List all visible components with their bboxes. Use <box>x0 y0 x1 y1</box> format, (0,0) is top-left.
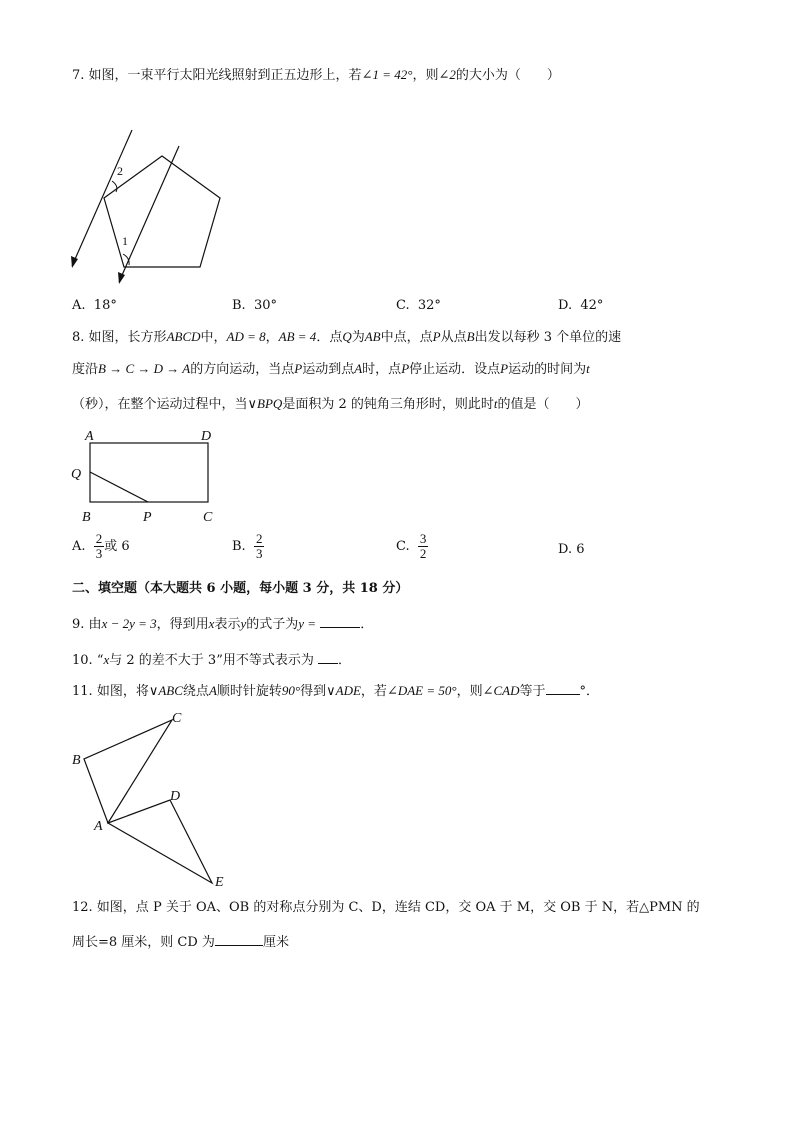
denominator: 3 <box>95 546 103 561</box>
q8-option-a[interactable] <box>72 532 130 561</box>
option-value: 或 6 <box>104 539 130 554</box>
q8-number: 8. <box>72 330 85 345</box>
q10-number: 10. <box>72 653 93 668</box>
text: °． <box>579 684 600 699</box>
math: B → C → D → A <box>98 361 191 376</box>
text: “ <box>96 653 104 668</box>
option-value: 42° <box>580 298 604 313</box>
text: 表示 <box>214 617 241 632</box>
q7-option-c[interactable] <box>396 297 441 315</box>
math: x <box>103 652 110 667</box>
option-letter: A. <box>72 298 86 313</box>
label-b: B <box>82 510 91 525</box>
q12-stem-line1: 12. 如图，点 P 关于 OA、OB 的对称点分别为 C、D，连结 CD，交 OA 于 M，交 OB 于 N，若△PMN 的 <box>72 900 700 915</box>
q10-answer-blank[interactable] <box>318 649 338 664</box>
text: ，则 <box>456 684 483 699</box>
text: 如图，长方形 <box>88 330 167 345</box>
text: 出发以每秒 3 个单位的速 <box>474 330 622 345</box>
q12-answer-blank[interactable] <box>215 931 263 946</box>
q11-stem <box>72 680 599 701</box>
math: AD = 8 <box>226 329 266 344</box>
q7-text: 的大小为（ ） <box>455 68 560 83</box>
q11-rotation-figure <box>68 708 238 893</box>
text: 停止运动．设点 <box>409 362 501 377</box>
q7-target: ∠2 <box>438 67 456 82</box>
q11-number: 11. <box>72 684 93 699</box>
math: t <box>586 361 590 376</box>
q10-stem <box>72 649 351 670</box>
option-letter: A. <box>72 539 86 554</box>
triangle-ade <box>108 800 212 883</box>
math: A <box>208 683 217 698</box>
text: 得到 <box>300 684 327 699</box>
q8-option-b[interactable] <box>232 532 264 561</box>
q12-stem-line2 <box>72 931 289 952</box>
text: 是面积为 2 的钝角三角形时，则此时 <box>282 397 494 412</box>
q8-option-c[interactable] <box>396 532 428 561</box>
text: 绕点 <box>182 684 209 699</box>
fraction <box>254 532 265 561</box>
label-c: C <box>172 711 182 726</box>
text: 运动的时间为 <box>508 362 587 377</box>
math: ∨BPQ <box>247 396 283 411</box>
math: Q <box>342 329 352 344</box>
label-b: B <box>72 753 81 768</box>
segment-qp <box>90 472 148 502</box>
triangle-abc <box>84 720 172 823</box>
angle-label-2: 2 <box>117 164 123 178</box>
math: 90° <box>281 683 301 698</box>
math: AB = 4 <box>278 329 317 344</box>
text: 运动到点 <box>302 362 355 377</box>
label-a: A <box>85 429 94 444</box>
math: B <box>466 329 475 344</box>
text: 等于 <box>519 684 546 699</box>
text: ． <box>360 617 374 632</box>
q9-answer-blank[interactable] <box>320 613 360 628</box>
math: ∠CAD <box>482 683 520 698</box>
q8-stem-line1 <box>72 328 621 347</box>
text: 顺时针旋转 <box>216 684 282 699</box>
text: ． <box>338 653 352 668</box>
q7-option-b[interactable] <box>232 297 277 315</box>
option-value: 32° <box>417 298 441 313</box>
q8-rectangle-figure <box>68 426 238 526</box>
option-value: 30° <box>253 298 277 313</box>
option-value: 6 <box>576 542 585 557</box>
option-value: 18° <box>93 298 117 313</box>
text: 的方向运动，当点 <box>190 362 295 377</box>
q8-stem-line3 <box>72 395 589 414</box>
math: ∠DAE = 50° <box>386 683 457 698</box>
numerator: 2 <box>95 531 103 546</box>
fraction <box>418 532 429 561</box>
option-letter: B. <box>232 539 246 554</box>
math: ∨ADE <box>326 683 361 698</box>
text: ， <box>265 330 279 345</box>
angle-label-1: 1 <box>122 234 128 248</box>
math: AB <box>364 329 381 344</box>
label-e: E <box>215 875 224 890</box>
q7-option-a[interactable] <box>72 297 117 315</box>
q9-number: 9. <box>72 617 85 632</box>
text: 如图，将 <box>96 684 149 699</box>
math: P <box>432 329 441 344</box>
text: ，得到用 <box>156 617 209 632</box>
text: 与 2 的差不大于 3”用不等式表示为 <box>109 653 314 668</box>
option-letter: C. <box>396 298 410 313</box>
q11-answer-blank[interactable] <box>546 680 580 695</box>
text: ．点 <box>316 330 343 345</box>
text: （秒），在整个运动过程中，当 <box>72 397 248 412</box>
math: x <box>208 616 215 631</box>
math: P <box>500 361 509 376</box>
label-d: D <box>201 429 212 444</box>
label-a: A <box>94 819 103 834</box>
q7-text: 如图，一束平行太阳光线照射到正五边形上，若 <box>88 68 362 83</box>
math: x − 2y = 3 <box>101 616 157 631</box>
arrowhead-right <box>118 272 125 284</box>
label-c: C <box>203 510 213 525</box>
text: 中， <box>200 330 227 345</box>
numerator: 3 <box>419 531 427 546</box>
label-p: P <box>143 510 152 525</box>
fraction <box>94 532 105 561</box>
q7-text: ，则 <box>412 68 439 83</box>
text: ，若 <box>360 684 387 699</box>
label-q: Q <box>71 467 82 482</box>
denominator: 2 <box>419 546 427 561</box>
text: 中点，点 <box>380 330 433 345</box>
text: 的值是（ ） <box>497 397 589 412</box>
option-letter: D. <box>558 298 573 313</box>
text: 从点 <box>440 330 467 345</box>
option-letter: B. <box>232 298 246 313</box>
arrowhead-left <box>71 256 78 268</box>
text: 的式子为 <box>246 617 299 632</box>
q8-stem-line2 <box>72 360 590 379</box>
q7-stem <box>72 66 560 85</box>
math: P <box>401 361 410 376</box>
q7-condition: ∠1 = 42° <box>361 67 413 82</box>
q8-option-d[interactable] <box>558 541 585 559</box>
text: 度沿 <box>72 362 99 377</box>
section-title-fill-in: 二、填空题（本大题共 6 小题，每小题 3 分，共 18 分） <box>72 581 409 596</box>
angle-mark-1 <box>123 254 129 265</box>
sun-ray-right <box>119 146 179 282</box>
math: P <box>294 361 303 376</box>
label-d: D <box>170 789 181 804</box>
option-letter: D. <box>558 542 573 557</box>
q7-pentagon-figure <box>62 126 262 316</box>
q9-stem <box>72 613 373 634</box>
rectangle-abcd <box>90 443 208 502</box>
denominator: 3 <box>255 546 263 561</box>
math: t <box>493 396 498 411</box>
math: A <box>354 361 363 376</box>
math: y = <box>298 616 317 631</box>
text: 周长=8 厘米，则 CD 为 <box>72 935 215 950</box>
option-letter: C. <box>396 539 410 554</box>
math: y <box>240 616 247 631</box>
q7-option-d[interactable] <box>558 297 603 315</box>
math: ∨ABC <box>148 683 183 698</box>
text: 厘米 <box>262 935 289 950</box>
q7-number: 7. <box>72 68 85 83</box>
text: 为 <box>351 330 365 345</box>
math: ABCD <box>166 329 201 344</box>
text: 时，点 <box>362 362 402 377</box>
text: 由 <box>88 617 102 632</box>
numerator: 2 <box>255 531 263 546</box>
